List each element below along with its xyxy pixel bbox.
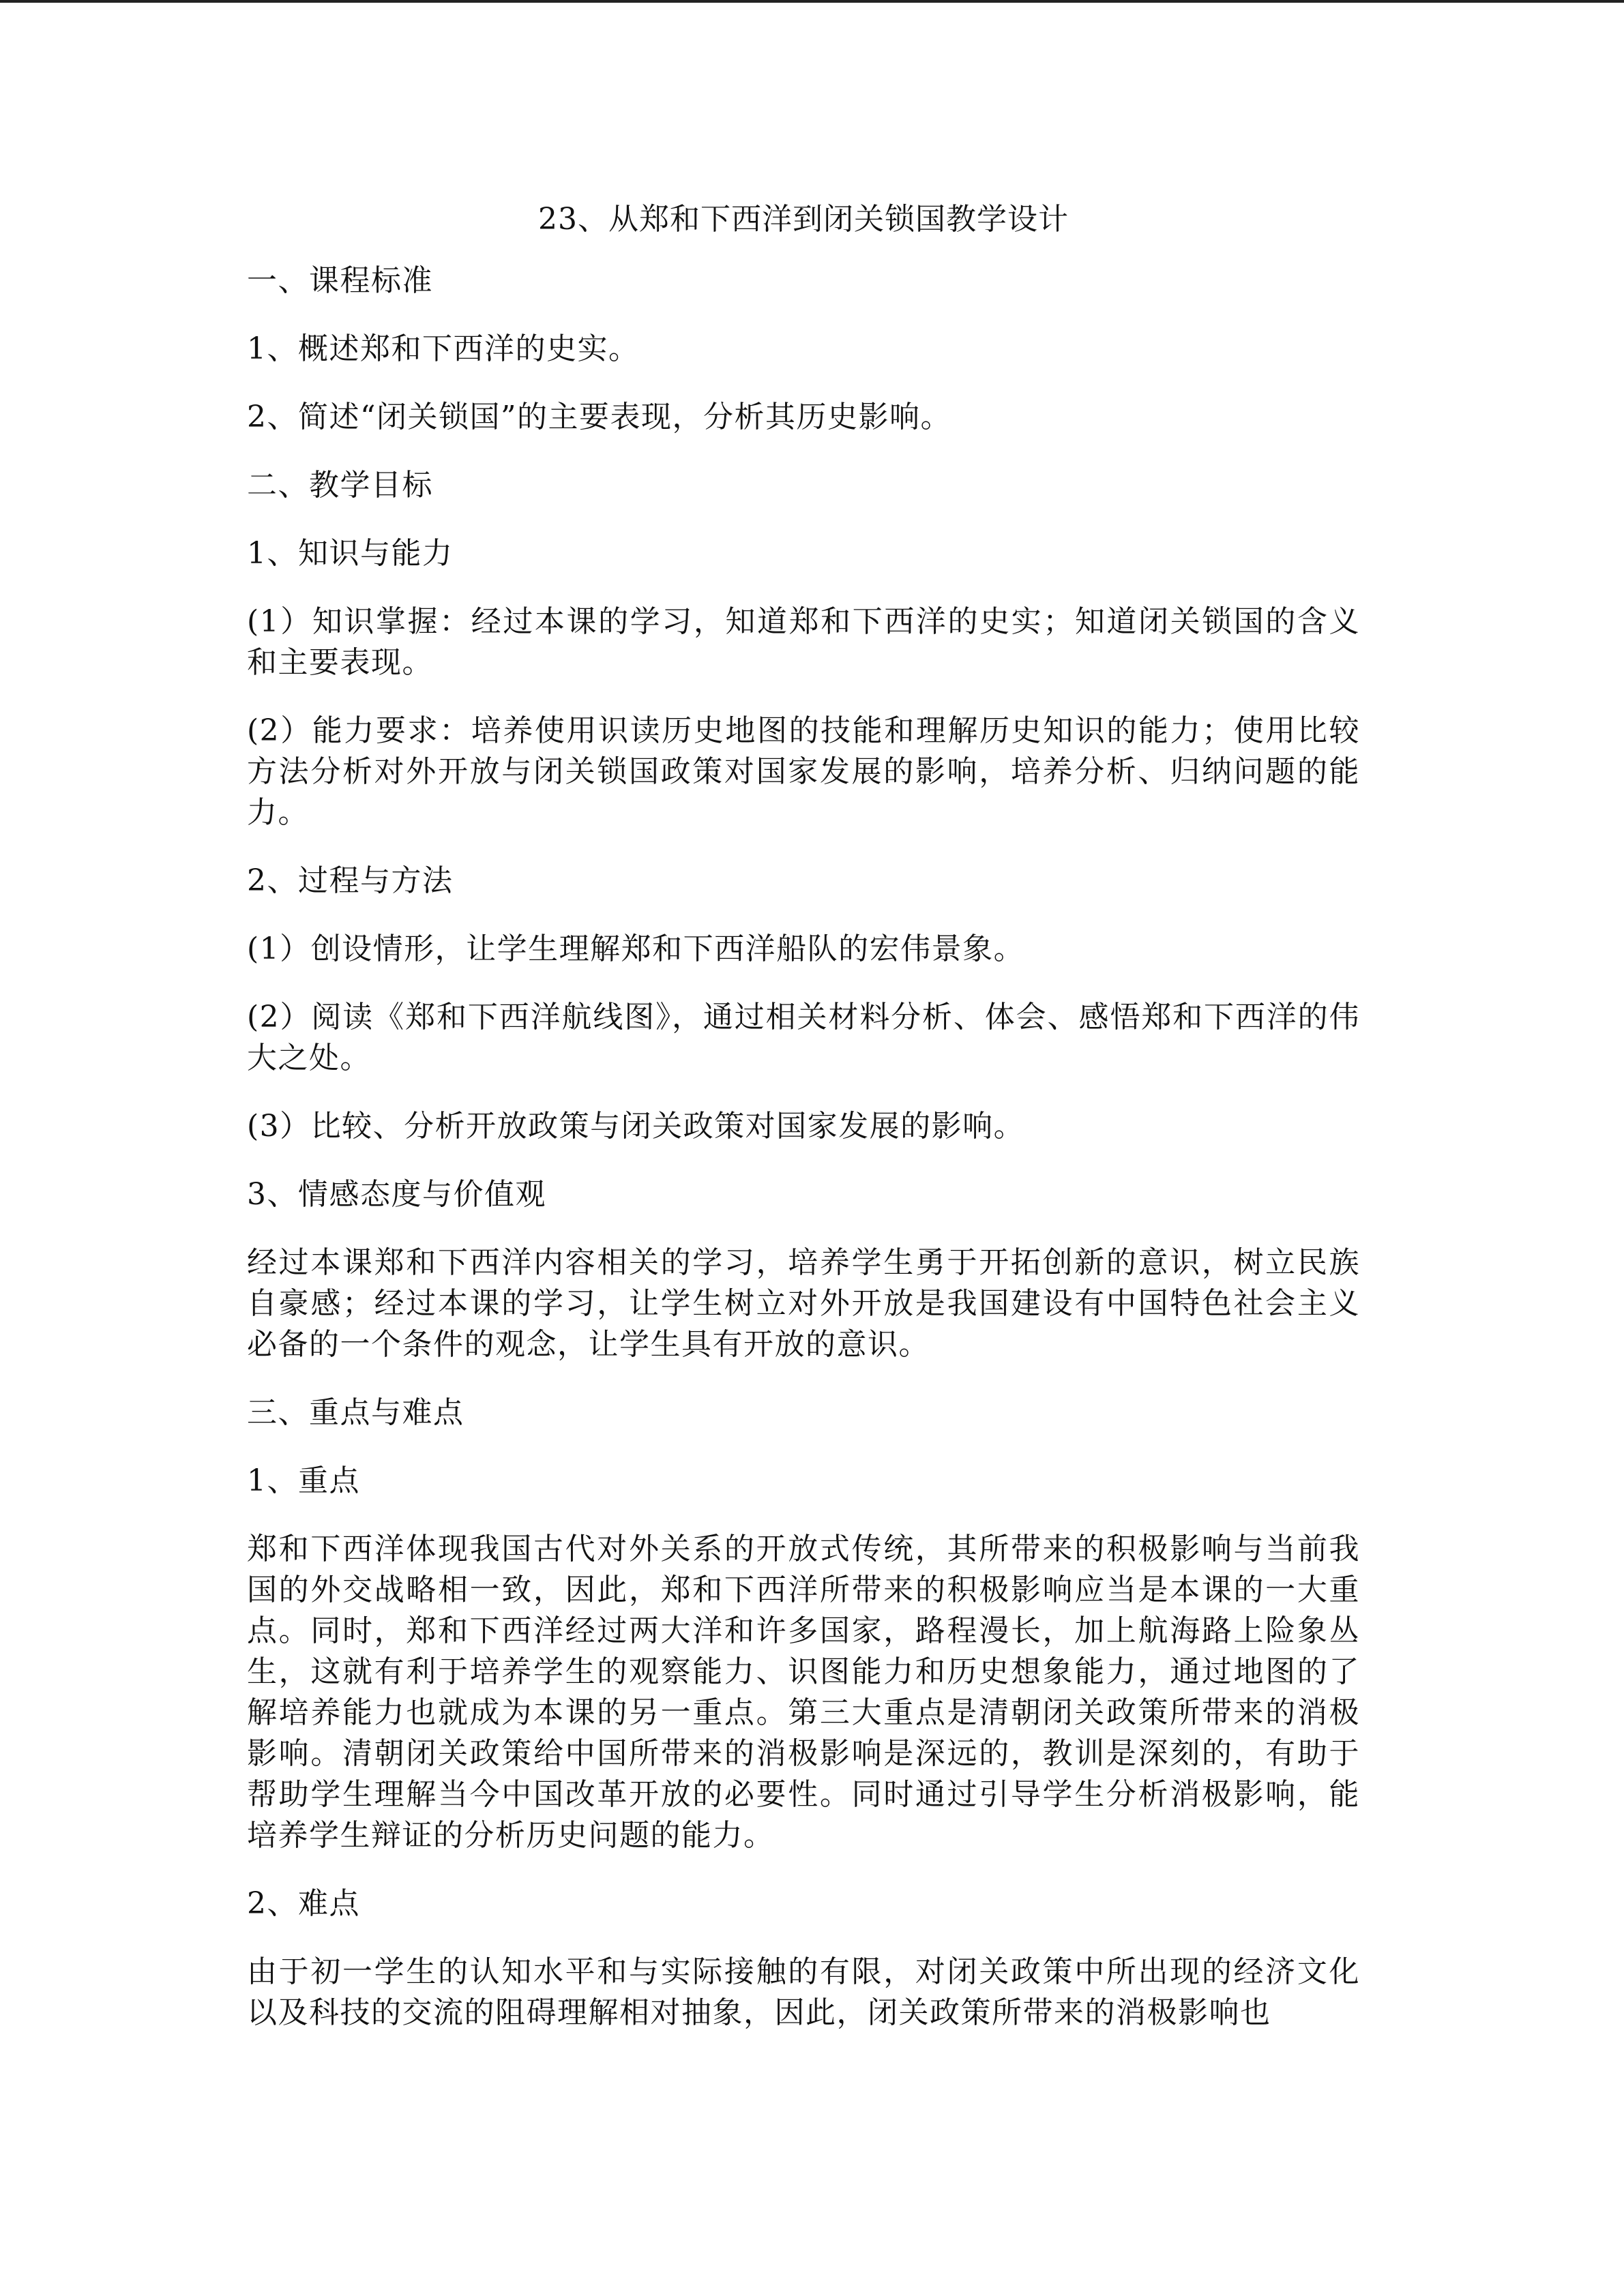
- paragraph-knowledge: (1）知识掌握：经过本课的学习，知道郑和下西洋的史实；知道闭关锁国的含义和主要表现。: [247, 604, 1360, 680]
- subheading-process-method: 2、过程与方法: [247, 863, 454, 898]
- paragraph-ability: (2）能力要求：培养使用识读历史地图的技能和理解历史知识的能力；使用比较方法分析对外开放与闭关锁国政策对国家发展的影响，培养分析、归纳问题的能力。: [247, 713, 1360, 830]
- section-heading-curriculum-standard: 一、课程标准: [247, 263, 433, 298]
- document-title: 23、从郑和下西洋到闭关锁国教学设计: [538, 202, 1069, 237]
- subheading-difficult-points: 2、难点: [247, 1886, 360, 1921]
- paragraph-process-3: (3）比较、分析开放政策与闭关政策对国家发展的影响。: [247, 1109, 1025, 1144]
- paragraph-emotion-values: 经过本课郑和下西洋内容相关的学习，培养学生勇于开拓创新的意识，树立民族自豪感；经过本课的学习，让学生树立对外开放是我国建设有中国特色社会主义必备的一个条件的观念，让学生具有开放的意识。: [247, 1245, 1360, 1362]
- subheading-key-points: 1、重点: [247, 1463, 360, 1498]
- subheading-emotion-values: 3、情感态度与价值观: [247, 1177, 546, 1212]
- paragraph-standard-1: 1、概述郑和下西洋的史实。: [247, 331, 640, 366]
- subheading-knowledge-ability: 1、知识与能力: [247, 536, 454, 571]
- paragraph-process-1: (1）创设情形，让学生理解郑和下西洋船队的宏伟景象。: [247, 931, 1025, 966]
- section-heading-teaching-goals: 二、教学目标: [247, 468, 433, 503]
- paragraph-difficult-points: 由于初一学生的认知水平和与实际接触的有限，对闭关政策中所出现的经济文化以及科技的交流的阻碍理解相对抽象，因此，闭关政策所带来的消极影响也: [247, 1954, 1360, 2030]
- paragraph-process-2: (2）阅读《郑和下西洋航线图》，通过相关材料分析、体会、感悟郑和下西洋的伟大之处。: [247, 1000, 1360, 1075]
- paragraph-key-points: 郑和下西洋体现我国古代对外关系的开放式传统，其所带来的积极影响与当前我国的外交战略相一致，因此，郑和下西洋所带来的积极影响应当是本课的一大重点。同时，郑和下西洋经过两大洋和许多国家，路程漫长，加上航海路上险象丛生，这就有利于培养学生的观察能力、识图能力和历史想象能力，通过地图的了解培养能力也就成为本课的另一重点。第三大重点是清朝闭关政策所带来的消极影响。清朝闭关政策给中国所带来的消极影响是深远的，教训是深刻的，有助于帮助学生理解当今中国改革开放的必要性。同时通过引导学生分析消极影响，能培养学生辩证的分析历史问题的能力。: [247, 1532, 1360, 1853]
- section-heading-key-difficult: 三、重点与难点: [247, 1395, 464, 1430]
- page-top-border: [0, 0, 1624, 3]
- paragraph-standard-2: 2、简述“闭关锁国”的主要表现，分析其历史影响。: [247, 400, 951, 434]
- document-page: [247, 192, 1360, 2061]
